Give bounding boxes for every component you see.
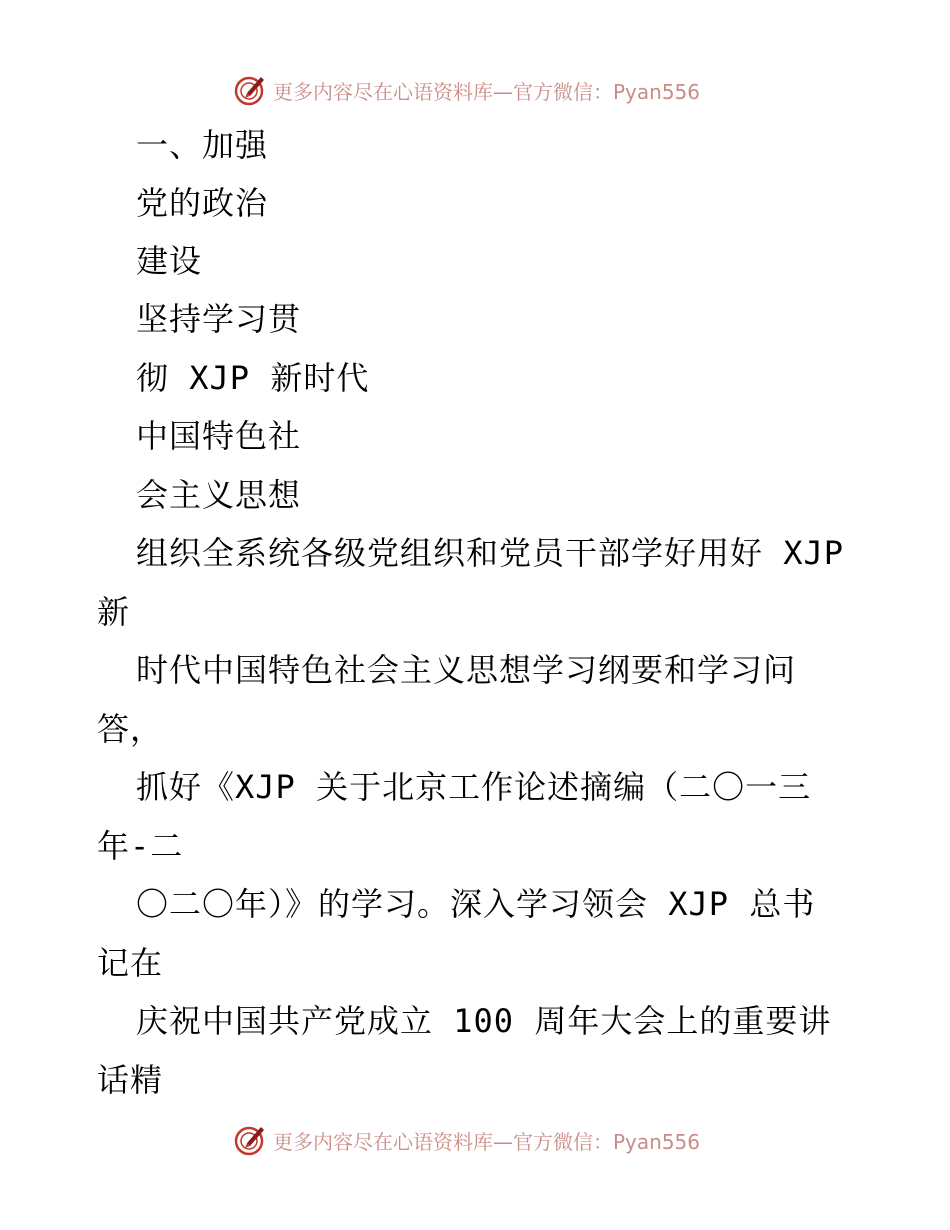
pen-circle-logo-icon (233, 1123, 267, 1157)
text-line: 建设 (136, 242, 203, 280)
text-line: 组织全系统各级党组织和党员干部学好用好 XJP (136, 534, 845, 572)
text-line: 会主义思想 (136, 476, 302, 514)
text-line: 中国特色社 (136, 417, 302, 455)
text-line: 抓好《XJP 关于北京工作论述摘编（二〇一三 (136, 768, 812, 806)
text-line: 一、加强 (136, 126, 269, 164)
text-line: 记在 (97, 944, 164, 982)
text-line: 党的政治 (136, 184, 269, 222)
text-line: 彻 XJP 新时代 (136, 359, 370, 397)
text-line: 答， (97, 710, 164, 748)
text-line: 〇二〇年）》的学习。深入学习领会 XJP 总书 (136, 885, 816, 923)
text-line: 坚持学习贯 (136, 300, 302, 338)
text-line: 庆祝中国共产党成立 100 周年大会上的重要讲 (136, 1002, 832, 1040)
footer-watermark (233, 1122, 753, 1158)
watermark-text: 更多内容尽在心语资料库—官方微信：Pyan556 (273, 79, 701, 104)
text-line: 话精 (97, 1061, 164, 1099)
watermark-text: 更多内容尽在心语资料库—官方微信：Pyan556 (273, 1129, 701, 1154)
text-line: 年-二 (97, 827, 184, 865)
text-line: 时代中国特色社会主义思想学习纲要和学习问 (136, 651, 797, 689)
text-line: 新 (97, 593, 131, 631)
